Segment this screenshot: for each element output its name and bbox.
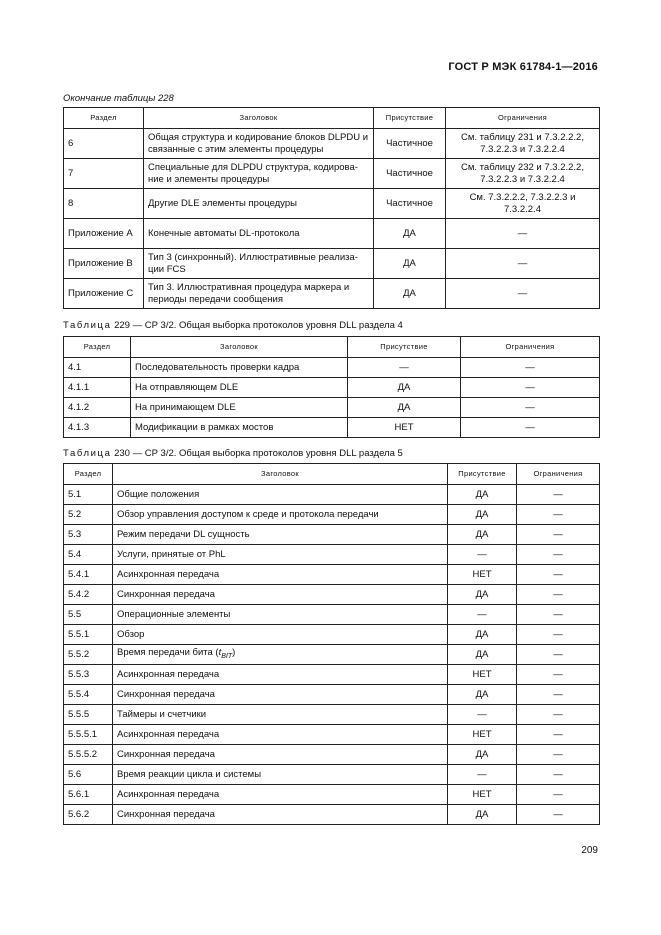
page-number: 209	[581, 845, 598, 856]
cell-section: 5.6.2	[64, 805, 113, 825]
cell-presence: Частичное	[374, 129, 446, 159]
cell-title: На принимающем DLE	[131, 398, 348, 418]
cell-constraints: —	[517, 485, 600, 505]
table-row	[64, 505, 600, 525]
table-row	[64, 605, 600, 625]
cell-title: Синхронная передача	[113, 685, 448, 705]
cell-presence: —	[448, 705, 517, 725]
cell-presence: Частичное	[374, 159, 446, 189]
column-header: Заголовок	[144, 108, 374, 129]
cell-title: Обзор	[113, 625, 448, 645]
table-row	[64, 398, 600, 418]
cell-constraints: См. 7.3.2.2.2, 7.3.2.2.3 и 7.3.2.2.4	[446, 189, 600, 219]
column-header: Присутствие	[374, 108, 446, 129]
table-229-caption: Таблица 229 — СР 3/2. Общая выборка протоколов уровня DLL раздела 4	[63, 320, 403, 331]
cell-title: Таймеры и счетчики	[113, 705, 448, 725]
table-header-row	[64, 337, 600, 358]
cell-presence: —	[348, 358, 461, 378]
cell-title: Время передачи бита $(t_{BIT})$	[113, 645, 448, 665]
cell-presence: ДА	[374, 219, 446, 249]
cell-presence: ДА	[374, 249, 446, 279]
cell-section: 6	[64, 129, 144, 159]
cell-presence: —	[448, 765, 517, 785]
cell-presence: ДА	[448, 485, 517, 505]
cell-presence: ДА	[348, 378, 461, 398]
table-row	[64, 189, 600, 219]
cell-constraints: —	[446, 219, 600, 249]
table-row	[64, 129, 600, 159]
cell-section: 5.5.5.2	[64, 745, 113, 765]
cell-constraints: —	[517, 765, 600, 785]
table-row	[64, 485, 600, 505]
cell-presence: ДА	[374, 279, 446, 309]
table-230-caption: Таблица 230 — СР 3/2. Общая выборка протоколов уровня DLL раздела 5	[63, 448, 403, 459]
cell-section: Приложение С	[64, 279, 144, 309]
table-row	[64, 805, 600, 825]
cell-presence: ДА	[448, 805, 517, 825]
column-header: Раздел	[64, 108, 144, 129]
cell-constraints: —	[517, 665, 600, 685]
cell-section: 5.5.4	[64, 685, 113, 705]
table-row	[64, 418, 600, 438]
cell-title: Услуги, принятые от PhL	[113, 545, 448, 565]
cell-presence: Частичное	[374, 189, 446, 219]
cell-constraints: —	[461, 418, 600, 438]
cell-constraints: —	[517, 545, 600, 565]
table-header-row	[64, 464, 600, 485]
cell-section: 5.2	[64, 505, 113, 525]
table-row	[64, 765, 600, 785]
cell-section: 5.5.5	[64, 705, 113, 725]
table-228	[63, 107, 600, 309]
column-header: Ограничения	[446, 108, 600, 129]
cell-title: Синхронная передача	[113, 805, 448, 825]
table-row	[64, 785, 600, 805]
cell-title: На отправляющем DLE	[131, 378, 348, 398]
cell-section: 4.1.3	[64, 418, 131, 438]
cell-presence: НЕТ	[448, 785, 517, 805]
cell-constraints: —	[517, 505, 600, 525]
table-row	[64, 219, 600, 249]
cell-constraints: —	[461, 398, 600, 418]
document-header: ГОСТ Р МЭК 61784-1—2016	[448, 61, 598, 73]
cell-title: Синхронная передача	[113, 745, 448, 765]
cell-section: 8	[64, 189, 144, 219]
cell-section: 5.5.2	[64, 645, 113, 665]
cell-section: 4.1.1	[64, 378, 131, 398]
cell-presence: НЕТ	[448, 725, 517, 745]
cell-presence: ДА	[448, 645, 517, 665]
cell-constraints: —	[517, 685, 600, 705]
table-row	[64, 685, 600, 705]
cell-constraints: —	[517, 565, 600, 585]
table-row	[64, 565, 600, 585]
cell-section: 7	[64, 159, 144, 189]
column-header: Заголовок	[113, 464, 448, 485]
cell-constraints: —	[517, 525, 600, 545]
cell-section: 5.3	[64, 525, 113, 545]
cell-title: Другие DLE элементы процедуры	[144, 189, 374, 219]
table-row	[64, 358, 600, 378]
cell-presence: ДА	[348, 398, 461, 418]
cell-section: Приложение А	[64, 219, 144, 249]
cell-constraints: —	[446, 279, 600, 309]
cell-title: Асинхронная передача	[113, 785, 448, 805]
cell-constraints: —	[517, 785, 600, 805]
cell-title: Тип 3 (синхронный). Иллюстративные реализа-ции FCS	[144, 249, 374, 279]
cell-title: Тип 3. Иллюстративная процедура маркера и периоды передачи сообщения	[144, 279, 374, 309]
cell-presence: ДА	[448, 585, 517, 605]
cell-section: Приложение В	[64, 249, 144, 279]
cell-title: Общая структура и кодирование блоков DLPDU и связанные с этим элементы процедуры	[144, 129, 374, 159]
cell-presence: НЕТ	[348, 418, 461, 438]
table-row	[64, 745, 600, 765]
column-header: Заголовок	[131, 337, 348, 358]
cell-section: 4.1.2	[64, 398, 131, 418]
cell-section: 5.4.1	[64, 565, 113, 585]
table-row	[64, 585, 600, 605]
cell-constraints: —	[517, 625, 600, 645]
column-header: Ограничения	[517, 464, 600, 485]
cell-constraints: —	[517, 805, 600, 825]
cell-constraints: —	[461, 358, 600, 378]
cell-presence: НЕТ	[448, 665, 517, 685]
table-row	[64, 525, 600, 545]
table-row	[64, 625, 600, 645]
cell-section: 5.1	[64, 485, 113, 505]
cell-presence: ДА	[448, 525, 517, 545]
cell-constraints: —	[517, 725, 600, 745]
cell-title: Конечные автоматы DL-протокола	[144, 219, 374, 249]
table-230	[63, 463, 600, 825]
table-row	[64, 378, 600, 398]
cell-title: Операционные элементы	[113, 605, 448, 625]
cell-section: 5.5.1	[64, 625, 113, 645]
cell-constraints: —	[517, 745, 600, 765]
cell-title: Время реакции цикла и системы	[113, 765, 448, 785]
cell-constraints: См. таблицу 231 и 7.3.2.2.2, 7.3.2.2.3 и 7.3.2.2.4	[446, 129, 600, 159]
table-228-caption: Окончание таблицы 228	[63, 93, 174, 104]
cell-constraints: —	[446, 249, 600, 279]
column-header: Раздел	[64, 464, 113, 485]
cell-presence: ДА	[448, 745, 517, 765]
cell-section: 5.5	[64, 605, 113, 625]
table-row	[64, 545, 600, 565]
cell-section: 4.1	[64, 358, 131, 378]
cell-section: 5.6.1	[64, 785, 113, 805]
cell-title: Асинхронная передача	[113, 565, 448, 585]
table-row	[64, 159, 600, 189]
column-header: Присутствие	[448, 464, 517, 485]
cell-presence: —	[448, 545, 517, 565]
cell-constraints: —	[461, 378, 600, 398]
cell-title: Специальные для DLPDU структура, кодирова-ние и элементы процедуры	[144, 159, 374, 189]
cell-constraints: См. таблицу 232 и 7.3.2.2.2, 7.3.2.2.3 и 7.3.2.2.4	[446, 159, 600, 189]
cell-title: Асинхронная передача	[113, 665, 448, 685]
cell-presence: ДА	[448, 625, 517, 645]
cell-title: Режим передачи DL сущность	[113, 525, 448, 545]
column-header: Раздел	[64, 337, 131, 358]
table-row	[64, 645, 600, 665]
cell-section: 5.4.2	[64, 585, 113, 605]
cell-title: Последовательность проверки кадра	[131, 358, 348, 378]
cell-constraints: —	[517, 705, 600, 725]
cell-presence: ДА	[448, 505, 517, 525]
table-row	[64, 725, 600, 745]
cell-title: Асинхронная передача	[113, 725, 448, 745]
cell-section: 5.6	[64, 765, 113, 785]
cell-title: Общие положения	[113, 485, 448, 505]
cell-constraints: —	[517, 585, 600, 605]
cell-title: Модификации в рамках мостов	[131, 418, 348, 438]
table-row	[64, 249, 600, 279]
table-row	[64, 665, 600, 685]
cell-section: 5.5.5.1	[64, 725, 113, 745]
table-header-row	[64, 108, 600, 129]
cell-presence: —	[448, 605, 517, 625]
column-header: Ограничения	[461, 337, 600, 358]
cell-presence: ДА	[448, 685, 517, 705]
cell-title: Обзор управления доступом к среде и протокола передачи	[113, 505, 448, 525]
table-row	[64, 279, 600, 309]
cell-constraints: —	[517, 645, 600, 665]
cell-section: 5.4	[64, 545, 113, 565]
cell-constraints: —	[517, 605, 600, 625]
cell-presence: НЕТ	[448, 565, 517, 585]
table-row	[64, 705, 600, 725]
column-header: Присутствие	[348, 337, 461, 358]
cell-title: Синхронная передача	[113, 585, 448, 605]
cell-section: 5.5.3	[64, 665, 113, 685]
table-229	[63, 336, 600, 438]
